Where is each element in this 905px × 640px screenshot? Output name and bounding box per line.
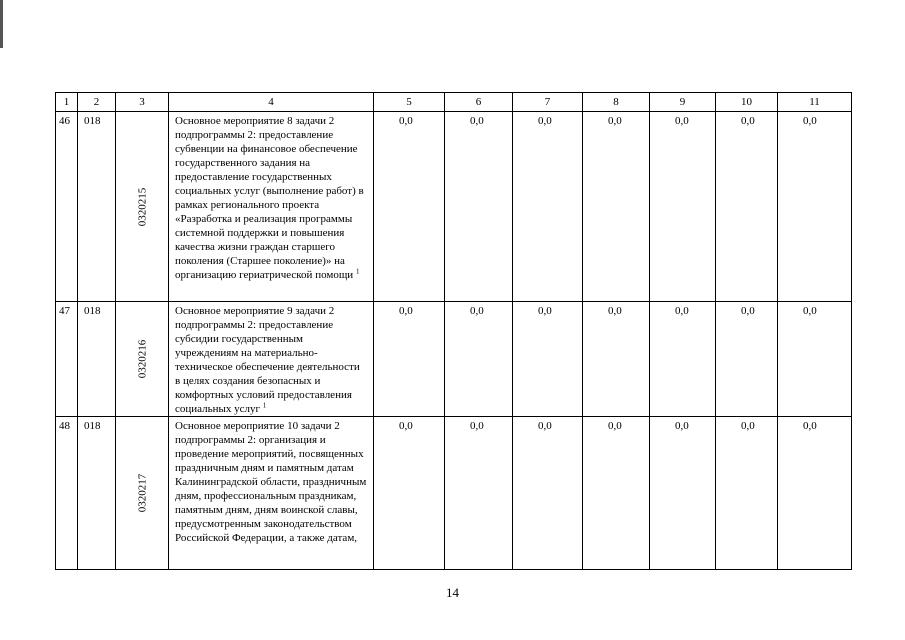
- value-cell-col-9: 0,0: [650, 112, 716, 302]
- ministry-code: 018: [78, 417, 116, 570]
- table-row: [56, 302, 852, 417]
- value-cell-col-10: 0,0: [716, 302, 778, 417]
- column-header-5: 5: [374, 93, 445, 112]
- value-cell-col-5: 0,0: [374, 302, 445, 417]
- table-header-row: [56, 93, 852, 112]
- value-cell-col-8: 0,0: [583, 417, 650, 570]
- ministry-code: 018: [78, 302, 116, 417]
- table-row: [56, 112, 852, 302]
- footnote-marker: 1: [355, 267, 360, 276]
- row-number: 47: [56, 302, 78, 417]
- target-article-code-cell: [116, 112, 169, 302]
- target-article-code: 0320216: [136, 339, 148, 379]
- table-row: [56, 417, 852, 570]
- value-cell-col-5: 0,0: [374, 417, 445, 570]
- value-cell-col-7: 0,0: [513, 302, 583, 417]
- value-cell-col-7: 0,0: [513, 112, 583, 302]
- column-header-4: 4: [169, 93, 374, 112]
- activity-description: Основное мероприятие 8 задачи 2 подпрограммы 2: предоставление субвенции на финансовое обеспечение государственного задания на предоставление государственных социальных услуг (выполнение работ) в рамках регионального проекта «Разработка и реализация программы системной поддержки и повышения качества жизни граждан старшего поколения (Старшее поколение)» на организацию гериатрической помощи: [175, 115, 364, 281]
- target-article-code: 0320217: [136, 473, 148, 513]
- activity-description-cell: [169, 112, 374, 302]
- scan-edge-mark: [0, 0, 3, 48]
- page-number: 14: [446, 585, 459, 600]
- column-header-2: 2: [78, 93, 116, 112]
- footnote-marker: 1: [262, 401, 267, 410]
- column-header-3: 3: [116, 93, 169, 112]
- column-header-11: 11: [778, 93, 852, 112]
- value-cell-col-11: 0,0: [778, 302, 852, 417]
- activity-description-cell: [169, 302, 374, 417]
- column-header-9: 9: [650, 93, 716, 112]
- value-cell-col-10: 0,0: [716, 417, 778, 570]
- activity-description: Основное мероприятие 10 задачи 2 подпрограммы 2: организация и проведение мероприятий, посвященных праздничным дням и памятным датам Калининградской области, праздничным дням, профессиональным праздникам, памятным дням, дням воинской славы, предусмотренным законодательством Российской Федерации, а также датам,: [175, 420, 367, 544]
- value-cell-col-6: 0,0: [445, 112, 513, 302]
- row-number: 48: [56, 417, 78, 570]
- value-cell-col-10: 0,0: [716, 112, 778, 302]
- activity-description-cell: [169, 417, 374, 570]
- value-cell-col-5: 0,0: [374, 112, 445, 302]
- ministry-code: 018: [78, 112, 116, 302]
- value-cell-col-6: 0,0: [445, 417, 513, 570]
- column-header-7: 7: [513, 93, 583, 112]
- activity-description: Основное мероприятие 9 задачи 2 подпрограммы 2: предоставление субсидии государственным учреждениям на материально-техническое обеспечение деятельности в целях создания безопасных и комфортных условий предоставления социальных услуг: [175, 305, 360, 415]
- value-cell-col-6: 0,0: [445, 302, 513, 417]
- budget-table: [55, 92, 852, 570]
- column-header-8: 8: [583, 93, 650, 112]
- target-article-code: 0320215: [136, 187, 148, 226]
- value-cell-col-11: 0,0: [778, 112, 852, 302]
- value-cell-col-7: 0,0: [513, 417, 583, 570]
- column-header-6: 6: [445, 93, 513, 112]
- target-article-code-cell: [116, 302, 169, 417]
- row-number: 46: [56, 112, 78, 302]
- column-header-1: 1: [56, 93, 78, 112]
- value-cell-col-8: 0,0: [583, 302, 650, 417]
- value-cell-col-9: 0,0: [650, 302, 716, 417]
- target-article-code-cell: [116, 417, 169, 570]
- value-cell-col-8: 0,0: [583, 112, 650, 302]
- column-header-10: 10: [716, 93, 778, 112]
- table-body: [56, 112, 852, 570]
- value-cell-col-9: 0,0: [650, 417, 716, 570]
- value-cell-col-11: 0,0: [778, 417, 852, 570]
